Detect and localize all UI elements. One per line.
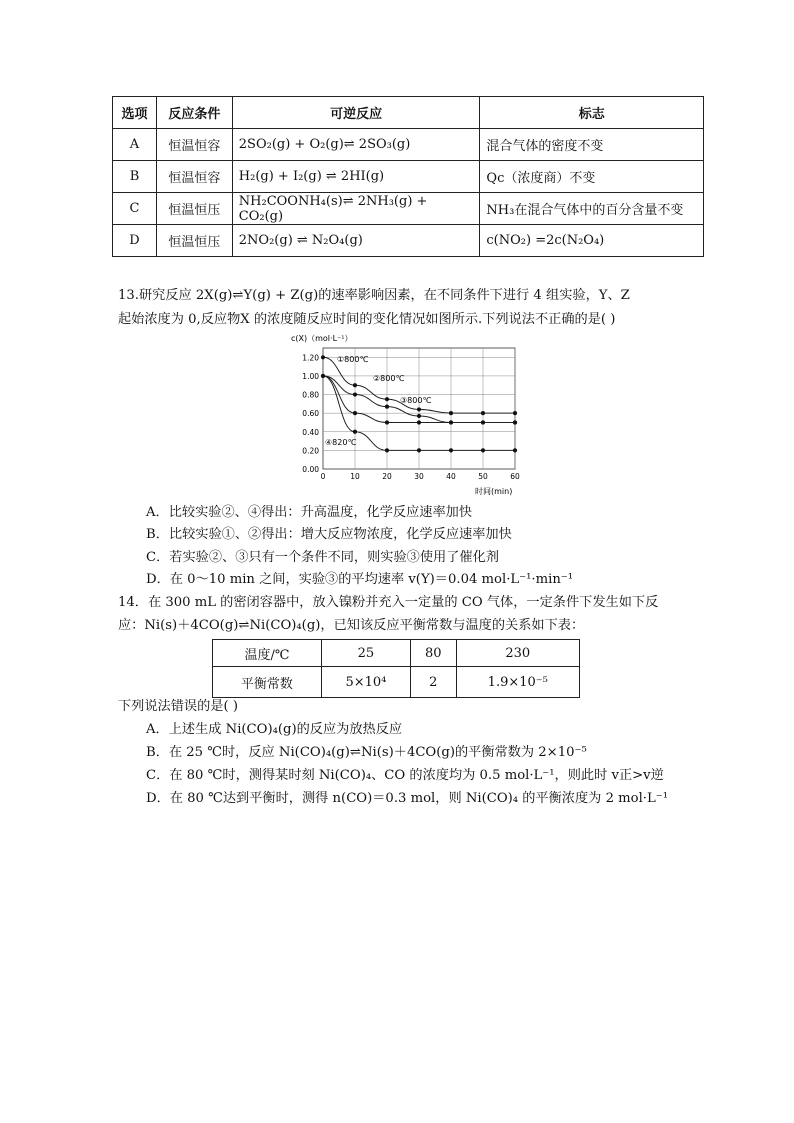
- header-cell: 选项: [113, 97, 157, 129]
- q13-option-d: D．在 0～10 min 之间，实验③的平均速率 v(Y)＝0.04 mol·L⁻¹·min⁻¹: [146, 572, 574, 587]
- x-tick-label: 50: [478, 472, 488, 481]
- data-point: [417, 407, 421, 411]
- data-point: [417, 420, 421, 424]
- x-tick-label: 40: [446, 472, 456, 481]
- q14-option-d: D．在 80 ℃达到平衡时，测得 n(CO)＝0.3 mol，则 Ni(CO)₄ 的平衡浓度为 2 mol·L⁻¹: [146, 791, 669, 806]
- series-label: ③800℃: [400, 396, 432, 405]
- data-point: [385, 448, 389, 452]
- table-cell: H₂(g) + I₂(g) ⇌ 2HI(g): [232, 161, 480, 193]
- conditions-table: [112, 96, 704, 257]
- data-point: [353, 383, 357, 387]
- data-point: [513, 448, 517, 452]
- q13-option-a: A．比较实验②、④得出：升高温度，化学反应速率加快: [146, 505, 473, 520]
- header-cell: 反应条件: [156, 97, 232, 129]
- y-axis-label: c(X)（mol·L⁻¹）: [291, 334, 353, 343]
- data-point: [481, 411, 485, 415]
- table-cell: D: [113, 225, 157, 257]
- table-header-row: [113, 97, 704, 129]
- series-label: ④820℃: [325, 438, 357, 447]
- q13-option-c: C．若实验②、③只有一个条件不同，则实验③使用了催化剂: [146, 550, 499, 565]
- y-tick-label: 1.20: [302, 353, 319, 363]
- data-point: [353, 430, 357, 434]
- data-point: [321, 374, 325, 378]
- q14-option-a: A．上述生成 Ni(CO)₄(g)的反应为放热反应: [146, 722, 403, 737]
- table-cell: 恒温恒压: [156, 193, 232, 225]
- table-cell: c(NO₂) =2c(N₂O₄): [480, 225, 704, 257]
- data-point: [449, 448, 453, 452]
- q14-stem-line2: 应：Ni(s)＋4CO(g)⇌Ni(CO)₄(g)，已知该反应平衡常数与温度的关系如下表：: [118, 618, 585, 633]
- x-axis-label: 时间(min): [475, 487, 513, 496]
- table-cell: C: [113, 193, 157, 225]
- y-tick-label: 1.00: [302, 371, 319, 381]
- x-tick-label: 20: [382, 472, 392, 481]
- data-point: [321, 355, 325, 359]
- table-cell: 混合气体的密度不变: [480, 129, 704, 161]
- x-tick-label: 30: [414, 472, 424, 481]
- table-cell: 温度/℃: [213, 640, 322, 667]
- table-cell: 平衡常数: [213, 667, 322, 698]
- q13-option-b: B．比较实验①、②得出：增大反应物浓度，化学反应速率加快: [146, 527, 512, 542]
- table-cell: B: [113, 161, 157, 193]
- data-point: [417, 414, 421, 418]
- data-point: [385, 420, 389, 424]
- y-tick-label: 0.40: [302, 427, 319, 437]
- q14-prompt: 下列说法错误的是( ): [118, 699, 238, 714]
- table-row: [113, 161, 704, 193]
- table-cell: NH₃在混合气体中的百分含量不变: [480, 193, 704, 225]
- q13-stem-line1: 13.研究反应 2X(g)⇌Y(g) + Z(g)的速率影响因素，在不同条件下进行 4 组实验，Y、Z: [118, 288, 630, 303]
- table-cell: 1.9×10⁻⁵: [456, 667, 579, 698]
- table-cell: NH₂COONH₄(s)⇌ 2NH₃(g) + CO₂(g): [232, 193, 480, 225]
- header-cell: 标志: [480, 97, 704, 129]
- table-row: [113, 129, 704, 161]
- table-cell: 2SO₂(g) + O₂(g)⇌ 2SO₃(g): [232, 129, 480, 161]
- table-cell: 恒温恒压: [156, 225, 232, 257]
- data-point: [481, 448, 485, 452]
- y-tick-label: 0.60: [302, 409, 319, 419]
- data-point: [513, 420, 517, 424]
- q13-stem-line2: 起始浓度为 0,反应物X 的浓度随反应时间的变化情况如图所示.下列说法不正确的是( ): [118, 312, 616, 327]
- equilibrium-constant-table: [212, 639, 580, 698]
- table-row: [213, 640, 580, 667]
- data-point: [481, 420, 485, 424]
- table-cell: 80: [410, 640, 456, 667]
- data-point: [513, 411, 517, 415]
- table-cell: 230: [456, 640, 579, 667]
- series-label: ①800℃: [337, 355, 369, 364]
- data-point: [353, 392, 357, 396]
- table-cell: 25: [321, 640, 410, 667]
- q14-option-c: C．在 80 ℃时，测得某时刻 Ni(CO)₄、CO 的浓度均为 0.5 mol·L⁻¹，则此时 v正>v逆: [146, 768, 664, 783]
- table-cell: 2: [410, 667, 456, 698]
- header-cell: 可逆反应: [232, 97, 480, 129]
- q14-stem-line1: 14．在 300 mL 的密闭容器中，放入镍粉并充入一定量的 CO 气体，一定条件下发生如下反: [118, 595, 659, 610]
- x-tick-label: 10: [350, 472, 360, 481]
- table-cell: 2NO₂(g) ⇌ N₂O₄(g): [232, 225, 480, 257]
- q14-option-b: B．在 25 ℃时，反应 Ni(CO)₄(g)⇌Ni(s)＋4CO(g)的平衡常数为 2×10⁻⁵: [146, 745, 587, 760]
- table-cell: 恒温恒容: [156, 161, 232, 193]
- data-point: [449, 411, 453, 415]
- table-row: [113, 225, 704, 257]
- data-point: [385, 405, 389, 409]
- x-tick-label: 0: [320, 472, 326, 481]
- x-tick-label: 60: [510, 472, 520, 481]
- table-row: [213, 667, 580, 698]
- data-point: [353, 411, 357, 415]
- table-cell: 5×10⁴: [321, 667, 410, 698]
- y-tick-label: 0.80: [302, 390, 319, 400]
- y-tick-label: 0.20: [302, 446, 319, 456]
- data-point: [417, 448, 421, 452]
- table-cell: 恒温恒容: [156, 129, 232, 161]
- concentration-chart: [285, 330, 545, 500]
- table-cell: Qc（浓度商）不变: [480, 161, 704, 193]
- data-point: [449, 420, 453, 424]
- data-point: [385, 397, 389, 401]
- table-row: [113, 193, 704, 225]
- table-cell: A: [113, 129, 157, 161]
- y-tick-label: 0.00: [302, 465, 319, 474]
- series-label: ②800℃: [373, 374, 405, 383]
